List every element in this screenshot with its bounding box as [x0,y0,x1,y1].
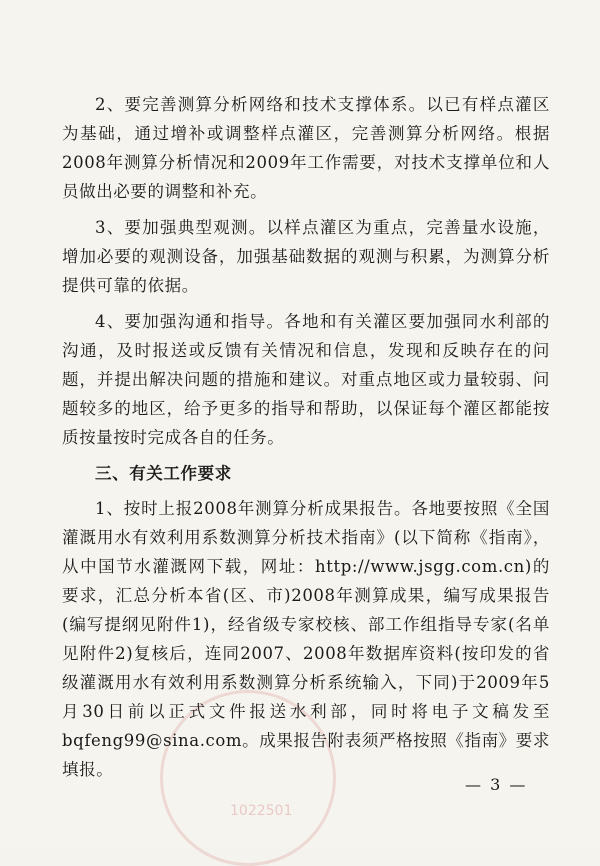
paragraph-requirement-1: 1、按时上报2008年测算分析成果报告。各地要按照《全国灌溉用水有效利用系数测算分析技术指南》(以下简称《指南》，从中国节水灌溉网下载，网址：http://www.jsgg.com.cn)的要求，汇总分析本省(区、市)2008年测算成果，编写成果报告(编写提纲见附件1)，经省级专家校核、部工作组指导专家(名单见附件2)复核后，连同2007、2008年数据库资料(按印发的省级灌溉用水有效利用系数测算分析系统输入，下同)于2009年5月30日前以正式文件报送水利部，同时将电子文稿发至bqfeng99@sina.com。成果报告附表须严格按照《指南》要求填报。 [62,499,550,779]
paragraph-item-2: 2、要完善测算分析网络和技术支撑体系。以已有样点灌区为基础，通过增补或调整样点灌区，完善测算分析网络。根据2008年测算分析情况和2009年工作需要，对技术支撑单位和人员做出必要的调整和补充。 [62,95,550,201]
paragraph-item-4: 4、要加强沟通和指导。各地和有关灌区要加强同水利部的沟通，及时报送或反馈有关情况和信息，发现和反映存在的问题，并提出解决问题的措施和建议。对重点地区或力量较弱、问题较多的地区，给予更多的指导和帮助，以保证每个灌区都能按质按量按时完成各自的任务。 [62,312,550,447]
paragraph-item-3: 3、要加强典型观测。以样点灌区为重点，完善量水设施，增加必要的观测设备，加强基础数据的观测与积累，为测算分析提供可靠的依据。 [62,218,550,295]
seal-number: 1022501 [230,803,293,819]
page-number: — 3 — [465,775,528,794]
section-heading: 三、有关工作要求 [95,464,232,483]
document-body [62,90,550,791]
